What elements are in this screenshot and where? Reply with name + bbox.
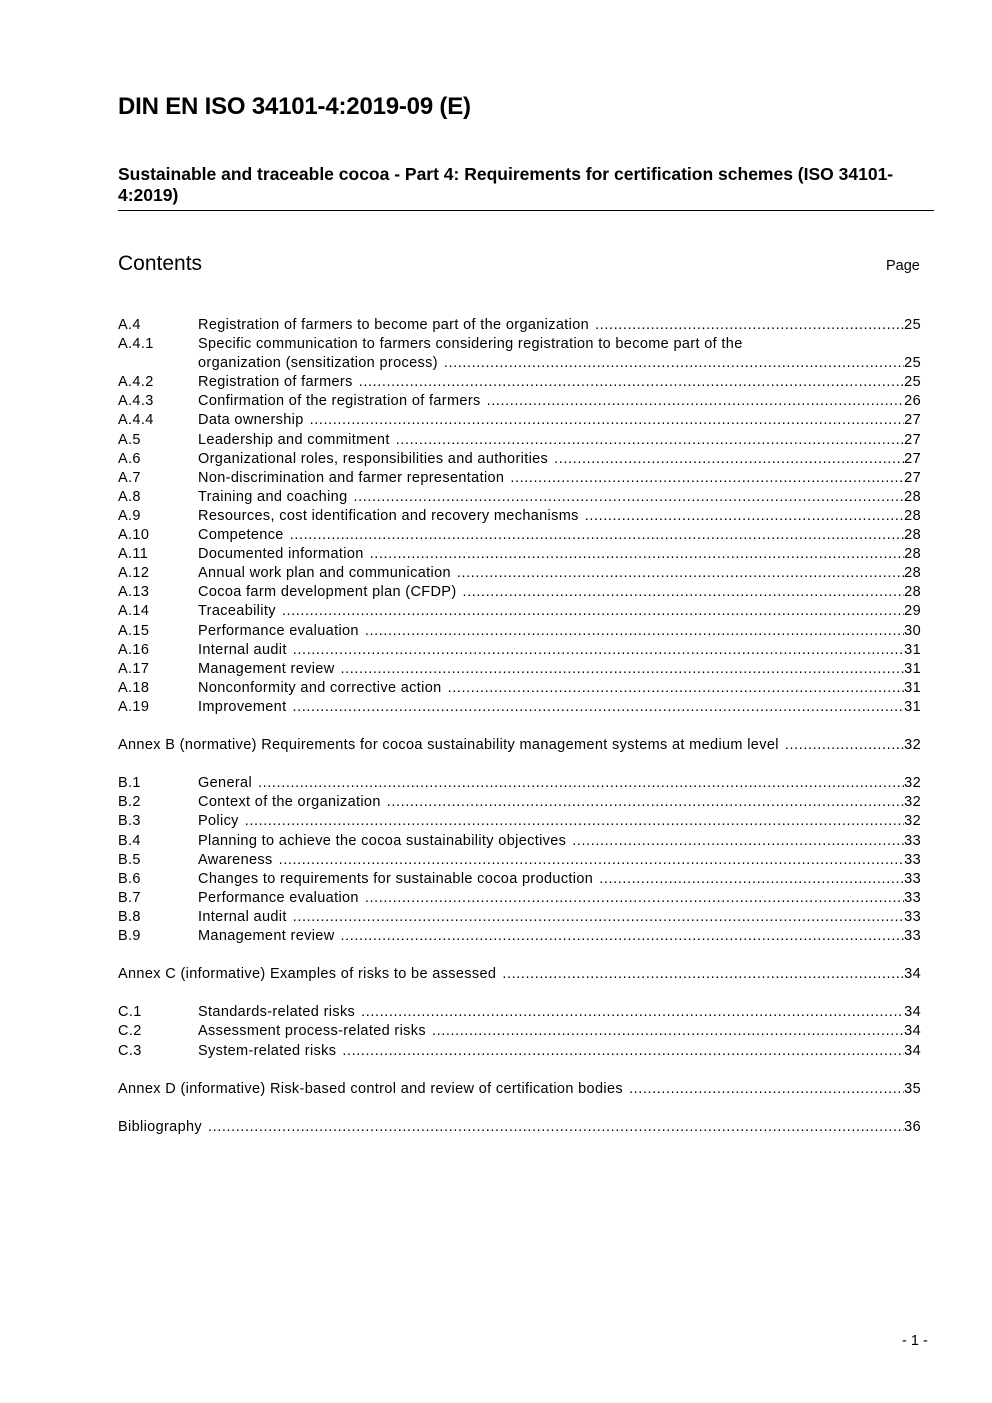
toc-entry[interactable] (118, 1022, 921, 1041)
toc-entry-title: Internal audit (198, 908, 287, 925)
toc-entry[interactable] (118, 793, 921, 812)
dot-leader (293, 908, 904, 927)
toc-entry-page: 31 (904, 679, 921, 696)
toc-entry-title: Internal audit (198, 641, 287, 658)
toc-entry-page: 27 (904, 450, 921, 467)
toc-entry-page: 28 (904, 546, 921, 563)
dot-leader (354, 488, 905, 507)
toc-entry[interactable] (118, 373, 921, 392)
dot-leader (293, 641, 904, 660)
toc-entry-number: A.19 (118, 698, 150, 715)
dot-leader (279, 851, 905, 870)
toc-entry-title: Annual work plan and communication (198, 565, 451, 582)
dot-leader (444, 354, 904, 373)
dot-leader (554, 450, 904, 469)
toc-entry-page: 32 (904, 813, 921, 830)
toc-entry-title: Leadership and commitment (198, 431, 390, 448)
toc-entry-title: Organizational roles, responsibilities and authorities (198, 450, 549, 467)
toc-entry-number: A.4.3 (118, 393, 154, 410)
toc-entry-number: A.7 (118, 469, 141, 486)
toc-entry-page: 26 (904, 393, 921, 410)
toc-entry-page: 25 (904, 374, 921, 391)
toc-entry-title: Nonconformity and corrective action (198, 679, 442, 696)
toc-annex-page: 34 (904, 966, 921, 983)
dot-leader (290, 526, 904, 545)
toc-entry-page: 33 (904, 870, 921, 887)
toc-entry-page: 34 (904, 1004, 921, 1021)
toc-entry-number: A.4.1 (118, 336, 154, 353)
toc-spacer (118, 1099, 921, 1118)
dot-leader (463, 583, 905, 602)
toc-entry-title: Confirmation of the registration of farmers (198, 393, 481, 410)
toc-entry-title: Management review (198, 660, 335, 677)
toc-entry-title: General (198, 775, 253, 792)
toc-entry-number: B.3 (118, 813, 141, 830)
toc-entry-page: 30 (904, 622, 921, 639)
toc-entry-title: Data ownership (198, 412, 304, 429)
dot-leader (510, 469, 904, 488)
toc-annex-d[interactable] (118, 1080, 921, 1099)
dot-leader (396, 431, 904, 450)
toc-entry-title: Context of the organization (198, 794, 381, 811)
toc-entry-number: A.4.2 (118, 374, 154, 391)
toc-entry-number: C.1 (118, 1004, 142, 1021)
title-divider (118, 210, 934, 211)
dot-leader (365, 622, 904, 641)
dot-leader (432, 1022, 904, 1041)
dot-leader (341, 660, 905, 679)
toc-entry-number: B.7 (118, 889, 141, 906)
contents-heading: Contents (118, 252, 203, 275)
toc-entry-title: Standards-related risks (198, 1004, 356, 1021)
toc-entry-page: 33 (904, 832, 921, 849)
toc-entry-title-continued: organization (sensitization process) (198, 355, 438, 372)
toc-entry-number: A.4.4 (118, 412, 154, 429)
document-title: Sustainable and traceable cocoa - Part 4: Requirements for certification schemes (ISO 34101-4:2019) (118, 164, 894, 205)
toc-entry-number: A.8 (118, 488, 141, 505)
dot-leader (342, 1042, 904, 1061)
page-number: - 1 - (902, 1333, 928, 1349)
toc-bibliography-page: 36 (904, 1118, 921, 1135)
dot-leader (341, 927, 905, 946)
toc-entry-number: A.14 (118, 603, 150, 620)
toc-entry-page: 33 (904, 851, 921, 868)
toc-entry-page: 31 (904, 660, 921, 677)
toc-entry-number: C.3 (118, 1042, 142, 1059)
toc-entry-title: Awareness (198, 851, 273, 868)
toc-entry[interactable] (118, 564, 921, 583)
toc-entry-number: B.1 (118, 775, 141, 792)
toc-entry-number: A.10 (118, 527, 150, 544)
toc-entry[interactable] (118, 469, 921, 488)
toc-entry-title: Registration of farmers (198, 374, 353, 391)
dot-leader (208, 1118, 904, 1137)
toc-entry-page: 33 (904, 908, 921, 925)
toc-spacer (118, 717, 921, 736)
document-id: DIN EN ISO 34101-4:2019-09 (E) (118, 93, 471, 120)
toc-spacer (118, 946, 921, 965)
toc-entry-number: B.6 (118, 870, 141, 887)
toc-entry-title: Improvement (198, 698, 287, 715)
toc-entry[interactable] (118, 335, 921, 373)
toc-entry-page: 33 (904, 889, 921, 906)
toc-entry-title: System-related risks (198, 1042, 337, 1059)
dot-leader (572, 832, 904, 851)
toc-entry-number: A.17 (118, 660, 150, 677)
toc-entry-page: 32 (904, 794, 921, 811)
toc-entry-title: Cocoa farm development plan (CFDP) (198, 584, 457, 601)
toc-entry-number: A.13 (118, 584, 150, 601)
toc-entry-title: Performance evaluation (198, 889, 359, 906)
toc-annex-b[interactable] (118, 736, 921, 755)
dot-leader (310, 411, 905, 430)
toc-entry[interactable] (118, 1003, 921, 1022)
toc-entry[interactable] (118, 851, 921, 870)
toc-entry-title: Specific communication to farmers considering registration to become part of the (198, 336, 743, 353)
toc-entry-number: B.5 (118, 851, 141, 868)
toc-entry-number: B.9 (118, 928, 141, 944)
toc-entry-title: Resources, cost identification and recovery mechanisms (198, 507, 579, 524)
toc-entry[interactable] (118, 602, 921, 621)
toc-entry-page: 27 (904, 431, 921, 448)
dot-leader (245, 812, 904, 831)
toc-entry-title: Planning to achieve the cocoa sustainability objectives (198, 832, 567, 849)
toc-entry-number: A.11 (118, 546, 149, 563)
toc-spacer (118, 984, 921, 1003)
toc-entry-number: B.4 (118, 832, 141, 849)
toc-entry-page: 29 (904, 603, 921, 620)
toc-entry-number: A.12 (118, 565, 150, 582)
toc-entry[interactable] (118, 927, 921, 946)
toc-entry-page: 28 (904, 584, 921, 601)
toc-entry-page: 25 (904, 317, 921, 333)
toc-entry-title: Management review (198, 928, 335, 944)
toc-annex-page: 32 (904, 737, 921, 754)
dot-leader (585, 507, 904, 526)
toc-entry[interactable] (118, 889, 921, 908)
toc-entry[interactable] (118, 660, 921, 679)
toc-entry-number: A.9 (118, 507, 141, 524)
toc-bibliography[interactable] (118, 1118, 921, 1137)
toc-entry[interactable] (118, 411, 921, 430)
toc-entry-page: 27 (904, 412, 921, 429)
toc-entry-page: 28 (904, 507, 921, 524)
toc-entry-title: Training and coaching (198, 488, 348, 505)
dot-leader (599, 870, 904, 889)
dot-leader (365, 889, 904, 908)
toc-entry-number: A.15 (118, 622, 150, 639)
toc-entry[interactable] (118, 870, 921, 889)
toc-annex-title: Annex D (informative) Risk-based control and review of certification bodies (118, 1080, 623, 1097)
toc-entry-title: Non-discrimination and farmer representation (198, 469, 505, 486)
toc-entry-number: C.2 (118, 1023, 142, 1040)
toc-entry-number: A.5 (118, 431, 141, 448)
page-column-heading: Page (886, 258, 920, 274)
toc-entry-number: A.18 (118, 679, 150, 696)
dot-leader (370, 545, 904, 564)
toc-entry-number: B.8 (118, 908, 141, 925)
toc-annex-c[interactable] (118, 965, 921, 984)
dot-leader (502, 965, 904, 984)
toc-entry-page: 28 (904, 527, 921, 544)
toc-bibliography-title: Bibliography (118, 1118, 202, 1135)
toc-entry-page: 32 (904, 775, 921, 792)
toc-entry[interactable] (118, 698, 921, 717)
toc-entry-page: 34 (904, 1023, 921, 1040)
dot-leader (387, 793, 904, 812)
toc-entry-page: 33 (904, 928, 921, 944)
toc-entry-title: Assessment process-related risks (198, 1023, 426, 1040)
toc-entry[interactable] (118, 507, 921, 526)
toc-entry[interactable] (118, 1042, 921, 1061)
toc-entry[interactable] (118, 583, 921, 602)
toc-entry[interactable] (118, 679, 921, 698)
toc-entry-page: 27 (904, 469, 921, 486)
toc-entry-page: 28 (904, 565, 921, 582)
toc-entry[interactable] (118, 526, 921, 545)
toc-entry-title: Policy (198, 813, 239, 830)
toc-entry-title: Documented information (198, 546, 364, 563)
toc-entry-page: 31 (904, 641, 921, 658)
dot-leader (361, 1003, 904, 1022)
toc-entry-title: Competence (198, 527, 284, 544)
table-of-contents (118, 316, 921, 1137)
dot-leader (359, 373, 904, 392)
dot-leader (448, 679, 905, 698)
toc-entry[interactable] (118, 641, 921, 660)
toc-entry-page: 31 (904, 698, 921, 715)
toc-entry-page: 34 (904, 1042, 921, 1059)
toc-entry-number: A.4 (118, 317, 141, 333)
toc-spacer (118, 755, 921, 774)
toc-annex-title: Annex C (informative) Examples of risks to be assessed (118, 966, 497, 983)
toc-annex-title: Annex B (normative) Requirements for cocoa sustainability management systems at medium level (118, 737, 779, 754)
toc-entry-number: B.2 (118, 794, 141, 811)
toc-entry[interactable] (118, 908, 921, 927)
dot-leader (595, 316, 904, 335)
dot-leader (785, 736, 904, 755)
toc-entry-title: Performance evaluation (198, 622, 359, 639)
toc-entry[interactable] (118, 316, 921, 335)
toc-entry-page: 25 (904, 355, 921, 372)
toc-entry[interactable] (118, 392, 921, 411)
toc-entry[interactable] (118, 431, 921, 450)
toc-entry-title: Registration of farmers to become part of the organization (198, 317, 590, 333)
toc-entry-title: Traceability (198, 603, 276, 620)
toc-entry-number: A.16 (118, 641, 150, 658)
dot-leader (292, 698, 904, 717)
toc-entry[interactable] (118, 488, 921, 507)
dot-leader (282, 602, 904, 621)
dot-leader (487, 392, 905, 411)
toc-entry[interactable] (118, 812, 921, 831)
toc-entry[interactable] (118, 622, 921, 641)
toc-entry[interactable] (118, 450, 921, 469)
toc-entry-page: 28 (904, 488, 921, 505)
dot-leader (258, 774, 904, 793)
dot-leader (457, 564, 904, 583)
dot-leader (629, 1080, 904, 1099)
toc-entry[interactable] (118, 774, 921, 793)
toc-annex-page: 35 (904, 1080, 921, 1097)
toc-entry[interactable] (118, 545, 921, 564)
toc-entry-title: Changes to requirements for sustainable cocoa production (198, 870, 594, 887)
toc-entry-number: A.6 (118, 450, 141, 467)
toc-spacer (118, 1061, 921, 1080)
toc-entry[interactable] (118, 832, 921, 851)
